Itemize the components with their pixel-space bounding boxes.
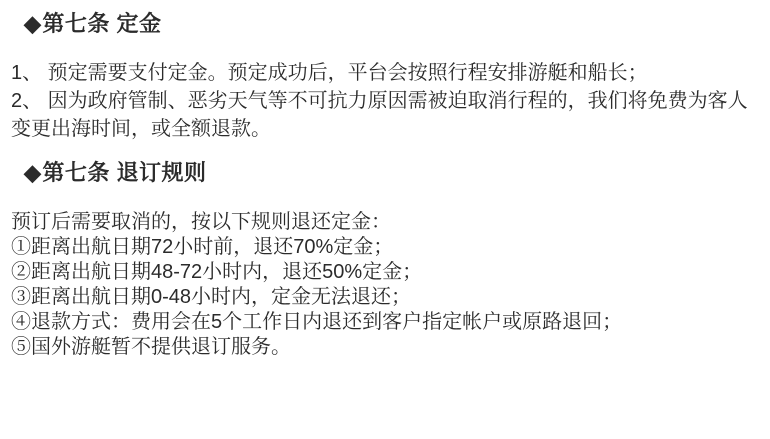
- cancellation-rule-2: ②距离出航日期48-72小时内，退还50%定金；: [11, 261, 423, 283]
- diamond-bullet-icon: ◆: [24, 11, 42, 36]
- cancellation-rule-4: ④退款方式：费用会在5个工作日内退还到客户指定帐户或原路退回；: [11, 311, 623, 333]
- section-heading-deposit: [24, 9, 162, 39]
- deposit-clause-1: 1、 预定需要支付定金。预定成功后，平台会按照行程安排游艇和船长；: [11, 62, 648, 84]
- deposit-clause-2-continued: 变更出海时间，或全额退款。: [11, 118, 271, 140]
- section-body-cancellation: [11, 210, 622, 360]
- deposit-clause-2: 2、 因为政府管制、恶劣天气等不可抗力原因需被迫取消行程的，我们将免费为客人: [11, 90, 748, 112]
- section-heading-deposit-text: 第七条 定金: [42, 11, 162, 36]
- diamond-bullet-icon: ◆: [24, 160, 42, 185]
- cancellation-intro: 预订后需要取消的，按以下规则退还定金：: [11, 211, 391, 233]
- section-body-deposit: [11, 59, 748, 143]
- section-heading-cancellation: [24, 158, 207, 188]
- cancellation-rule-5: ⑤国外游艇暂不提供退订服务。: [11, 336, 291, 358]
- cancellation-rule-1: ①距离出航日期72小时前，退还70%定金；: [11, 236, 394, 258]
- section-heading-cancellation-text: 第七条 退订规则: [42, 160, 207, 185]
- cancellation-rule-3: ③距离出航日期0-48小时内，定金无法退还；: [11, 286, 412, 308]
